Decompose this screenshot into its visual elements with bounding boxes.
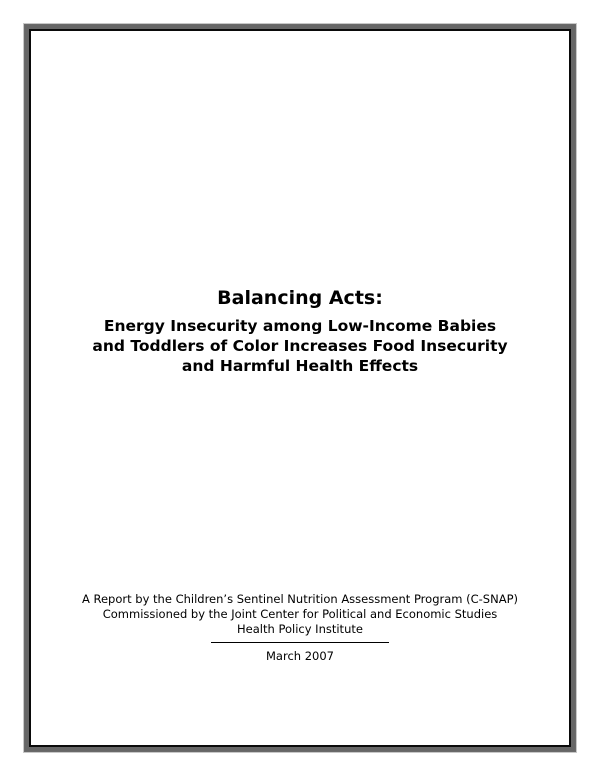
subtitle-line-3: and Harmful Health Effects	[181, 357, 419, 375]
page-border-inner	[29, 29, 571, 747]
divider-rule	[211, 642, 389, 643]
credit-line-3: Health Policy Institute	[237, 622, 363, 636]
report-date: March 2007	[266, 649, 334, 663]
page-border-frame	[23, 23, 577, 753]
credit-line-2: Commissioned by the Joint Center for Political and Economic Studies	[102, 607, 498, 621]
subtitle-line-2: and Toddlers of Color Increases Food Insecurity	[92, 337, 508, 355]
report-subtitle	[0, 316, 600, 376]
credit-line-1: A Report by the Children’s Sentinel Nutrition Assessment Program (C-SNAP)	[81, 592, 518, 606]
report-credits	[0, 592, 600, 637]
report-title: Balancing Acts:	[217, 287, 383, 309]
subtitle-line-1: Energy Insecurity among Low-Income Babies	[103, 317, 497, 335]
